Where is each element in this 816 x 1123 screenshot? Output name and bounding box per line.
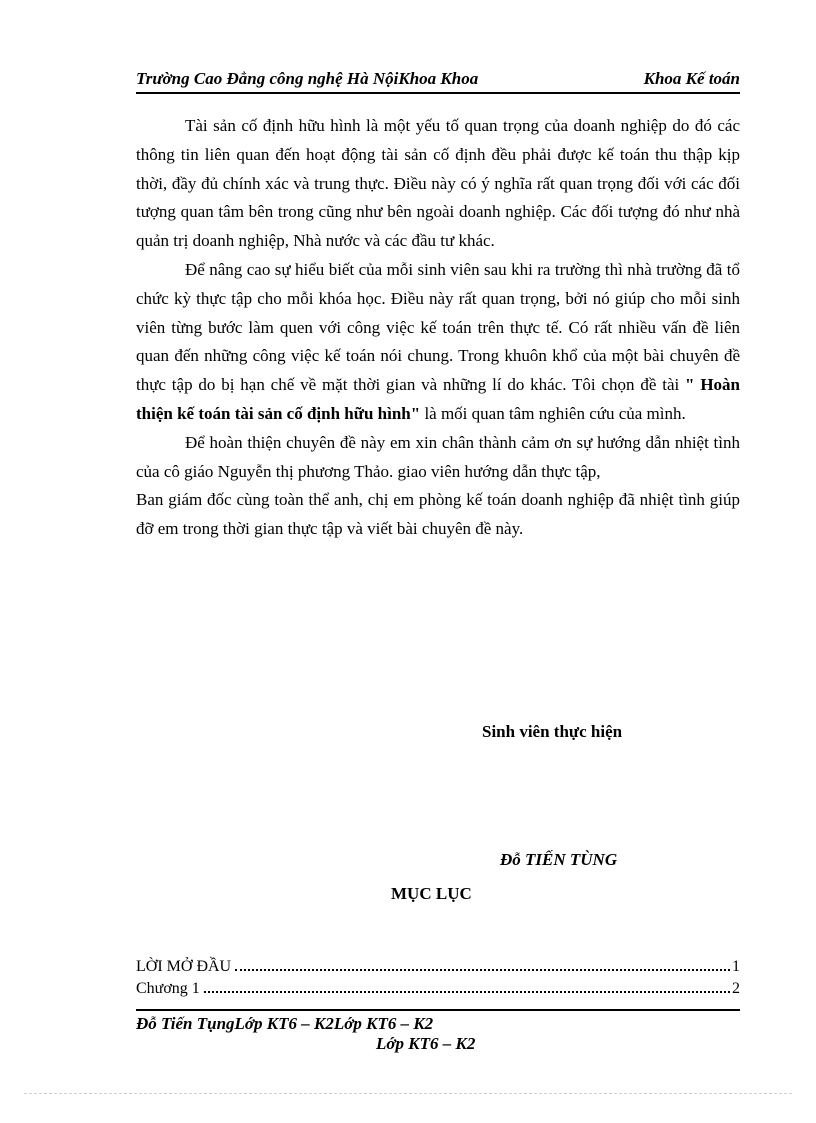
document-body: [136, 112, 740, 544]
paragraph-intro: Tài sản cố định hữu hình là một yếu tố quan trọng của doanh nghiệp do đó các thông tin liên quan đến hoạt động tài sản cố định đều phải được kế toán thu thập kịp thời, đầy đủ chính xác và trung thực. Điều này có ý nghĩa rất quan trọng đối với các đối tượng quan tâm bên trong cũng như bên ngoài doanh nghiệp. Các đối tượng đó như nhà quản trị doanh nghiệp, Nhà nước và các đầu tư khác.: [136, 116, 740, 251]
page-header: [136, 66, 740, 94]
signer-name: Đỗ TIẾN TÙNG: [500, 850, 618, 869]
toc-entry-page: 1: [732, 958, 740, 975]
toc-entry-page: 2: [732, 980, 740, 997]
footer-author-class: Đỗ Tiến TụngLớp KT6 – K2Lớp KT6 – K2: [136, 1014, 434, 1033]
paragraph-thanks-continued: Ban giám đốc cùng toàn thể anh, chị em phòng kế toán doanh nghiệp đã nhiệt tình giúp đỡ em trong thời gian thực tập và viết bài chuyên đề này.: [136, 490, 740, 539]
toc-entry[interactable]: [136, 958, 740, 980]
paragraph-internship-tail: là mối quan tâm nghiên cứu của mình.: [420, 403, 686, 423]
footer-divider: [136, 1009, 740, 1011]
table-of-contents: [136, 958, 740, 1002]
toc-leader-dots: [204, 991, 730, 993]
page-footer: [136, 1014, 740, 1054]
page-boundary: [24, 1093, 792, 1094]
toc-entry-label: LỜI MỞ ĐẦU: [136, 958, 232, 975]
header-school-name: Trường Cao Đẳng công nghệ Hà NộiKhoa Khoa: [136, 69, 479, 88]
footer-class: Lớp KT6 – K2: [376, 1034, 476, 1053]
toc-entry-label: Chương 1: [136, 980, 200, 997]
paragraph-internship-text: Để nâng cao sự hiểu biết của mỗi sinh viên sau khi ra trường thì nhà trường đã tổ chức kỳ thực tập cho mỗi khóa học. Điều này rất quan trọng, bởi nó giúp cho mỗi sinh viên từng bước làm quen với công việc kế toán trên thực tế. Có rất nhiều vấn đề liên quan đến những công việc kế toán nói chung. Trong khuôn khổ của một bài chuyên đề thực tập do bị hạn chế về mặt thời gian và những lí do khác. Tôi chọn đề tài: [136, 259, 740, 395]
paragraph-internship: [136, 256, 740, 429]
header-department: Khoa Kế toán: [643, 69, 740, 88]
toc-leader-dots: [235, 969, 730, 971]
toc-entry[interactable]: [136, 980, 740, 1002]
signer-role: Sinh viên thực hiện: [482, 722, 623, 741]
paragraph-thanks: Để hoàn thiện chuyên đề này em xin chân thành cảm ơn sự hướng dẫn nhiệt tình của cô giáo Nguyễn thị phương Thảo. giao viên hướng dẫn thực tập,: [136, 432, 740, 481]
toc-title: MỤC LỤC: [391, 884, 472, 903]
thesis-title: " Hoàn thiện kế toán tài sản cố định hữu hình": [136, 375, 740, 423]
